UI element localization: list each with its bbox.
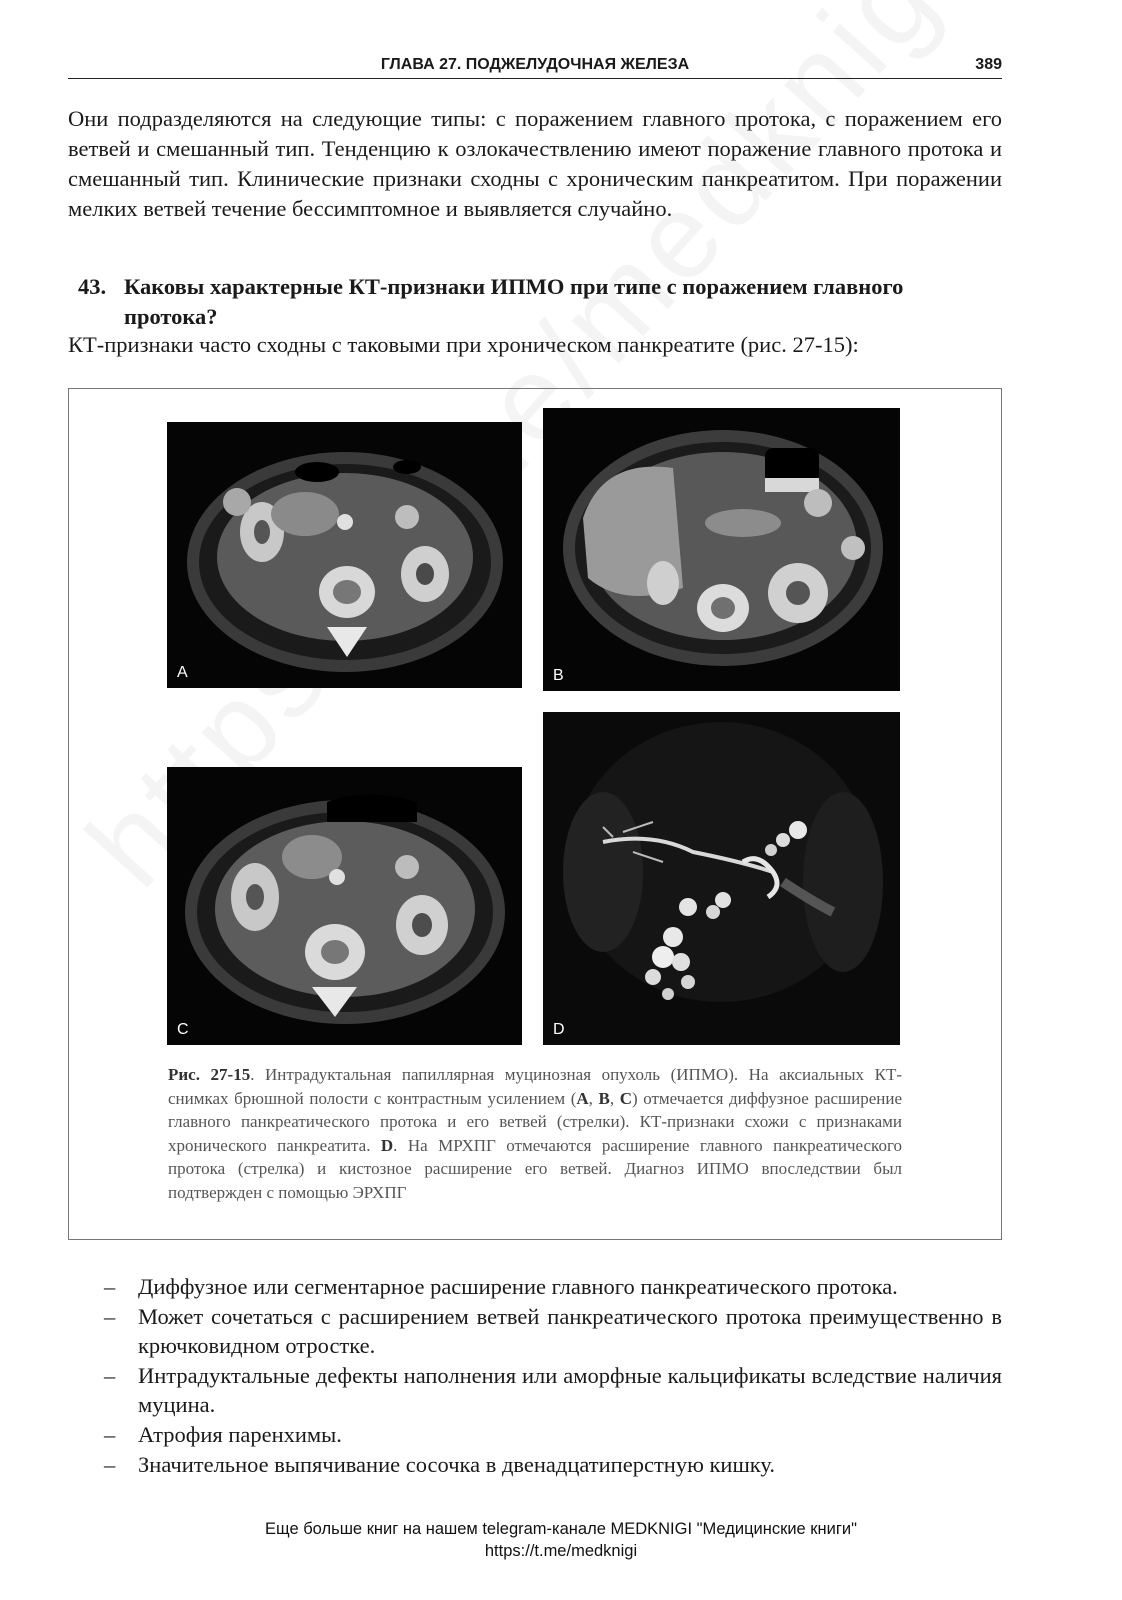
bullet-dash: – <box>104 1274 116 1299</box>
caption-panel-d: D <box>380 1135 394 1155</box>
list-item <box>104 1272 1002 1301</box>
panel-label-d: D <box>553 1021 565 1038</box>
caption-panel-b: В <box>598 1088 610 1108</box>
list-item <box>104 1420 1002 1449</box>
ct-panel-c <box>167 767 522 1045</box>
ct-signs-list <box>104 1272 1002 1480</box>
chapter-title: ГЛАВА 27. ПОДЖЕЛУДОЧНАЯ ЖЕЛЕЗА <box>380 56 690 73</box>
caption-sep-1: , <box>588 1088 599 1108</box>
caption-text-1: . Интрадуктальная папиллярная муцинозная опухоль (ИПМО). На аксиальных КТ-снимках брюшной полости с контрастным усилением ( <box>168 1065 902 1108</box>
ct-axial-scan-icon <box>543 408 900 691</box>
list-item <box>104 1361 1002 1419</box>
footer-promo: Еще больше книг на нашем telegram-канале MEDKNIGI "Медицинские книги" <box>265 1520 857 1538</box>
mrcp-panel-d <box>543 712 900 1045</box>
caption-figure-ref: Рис. 27-15 <box>168 1065 251 1084</box>
bullet-dash: – <box>104 1304 116 1329</box>
list-item-text: Интрадуктальные дефекты наполнения или аморфные кальцификаты вследствие наличия муцина. <box>138 1363 1002 1417</box>
list-item-text: Диффузное или сегментарное расширение главного панкреатического протока. <box>138 1274 898 1299</box>
list-item <box>104 1450 1002 1479</box>
running-header <box>68 56 1002 79</box>
question-text: Каковы характерные КТ-признаки ИПМО при типе с поражением главного протока? <box>124 274 904 329</box>
panel-label-c: C <box>177 1021 189 1038</box>
intro-paragraph: Они подразделяются на следующие типы: с поражением главного протока, с поражением его ветвей и смешанный тип. Тенденцию к озлокачествлению имеют поражение главного протока и смешанный тип. Клинические признаки сходны с хроническим панкреатитом. При поражении мелких ветвей течение бессимптомное и выявляется случайно. <box>68 106 1002 221</box>
caption-text-3: . На МРХПГ отмечаются расширение главного панкреатического протока (стрелка) и кистозное расширение его ветвей. Диагноз ИПМО впоследствии был подтвержден с помощью ЭРХПГ <box>168 1135 902 1202</box>
bullet-dash: – <box>104 1363 116 1388</box>
footer <box>0 1518 1122 1562</box>
ct-panel-b <box>543 408 900 691</box>
figure-caption <box>168 1063 902 1204</box>
mrcp-scan-icon <box>543 712 900 1045</box>
ct-panel-a <box>167 422 522 688</box>
footer-link[interactable]: https://t.me/medknigi <box>484 1542 638 1560</box>
question-number: 43. <box>78 274 107 299</box>
caption-text-2: ) отмечается диффузное расширение главного панкреатического протока и его ветвей (стрелки). КТ-признаки схожи с признаками хронического панкреатита. <box>168 1088 903 1155</box>
answer-intro: КТ-признаки часто сходны с таковыми при хроническом панкреатите (рис. 27-15): <box>68 332 859 357</box>
bullet-dash: – <box>104 1452 116 1477</box>
ct-axial-scan-icon <box>167 422 522 688</box>
bullet-dash: – <box>104 1422 116 1447</box>
list-item-text: Значительное выпячивание сосочка в двенадцатиперстную кишку. <box>138 1452 776 1477</box>
list-item-text: Атрофия паренхимы. <box>138 1422 342 1447</box>
panel-label-a: A <box>177 664 188 681</box>
panel-label-b: B <box>553 667 564 684</box>
list-item <box>104 1302 1002 1360</box>
caption-sep-2: , <box>609 1088 620 1108</box>
caption-panel-a: А <box>576 1088 589 1108</box>
ct-axial-scan-icon <box>167 767 522 1045</box>
list-item-text: Может сочетаться с расширением ветвей панкреатического протока преимущественно в крючковидном отростке. <box>138 1304 1002 1358</box>
caption-panel-c: С <box>619 1088 632 1108</box>
page-number: 389 <box>975 56 1002 73</box>
